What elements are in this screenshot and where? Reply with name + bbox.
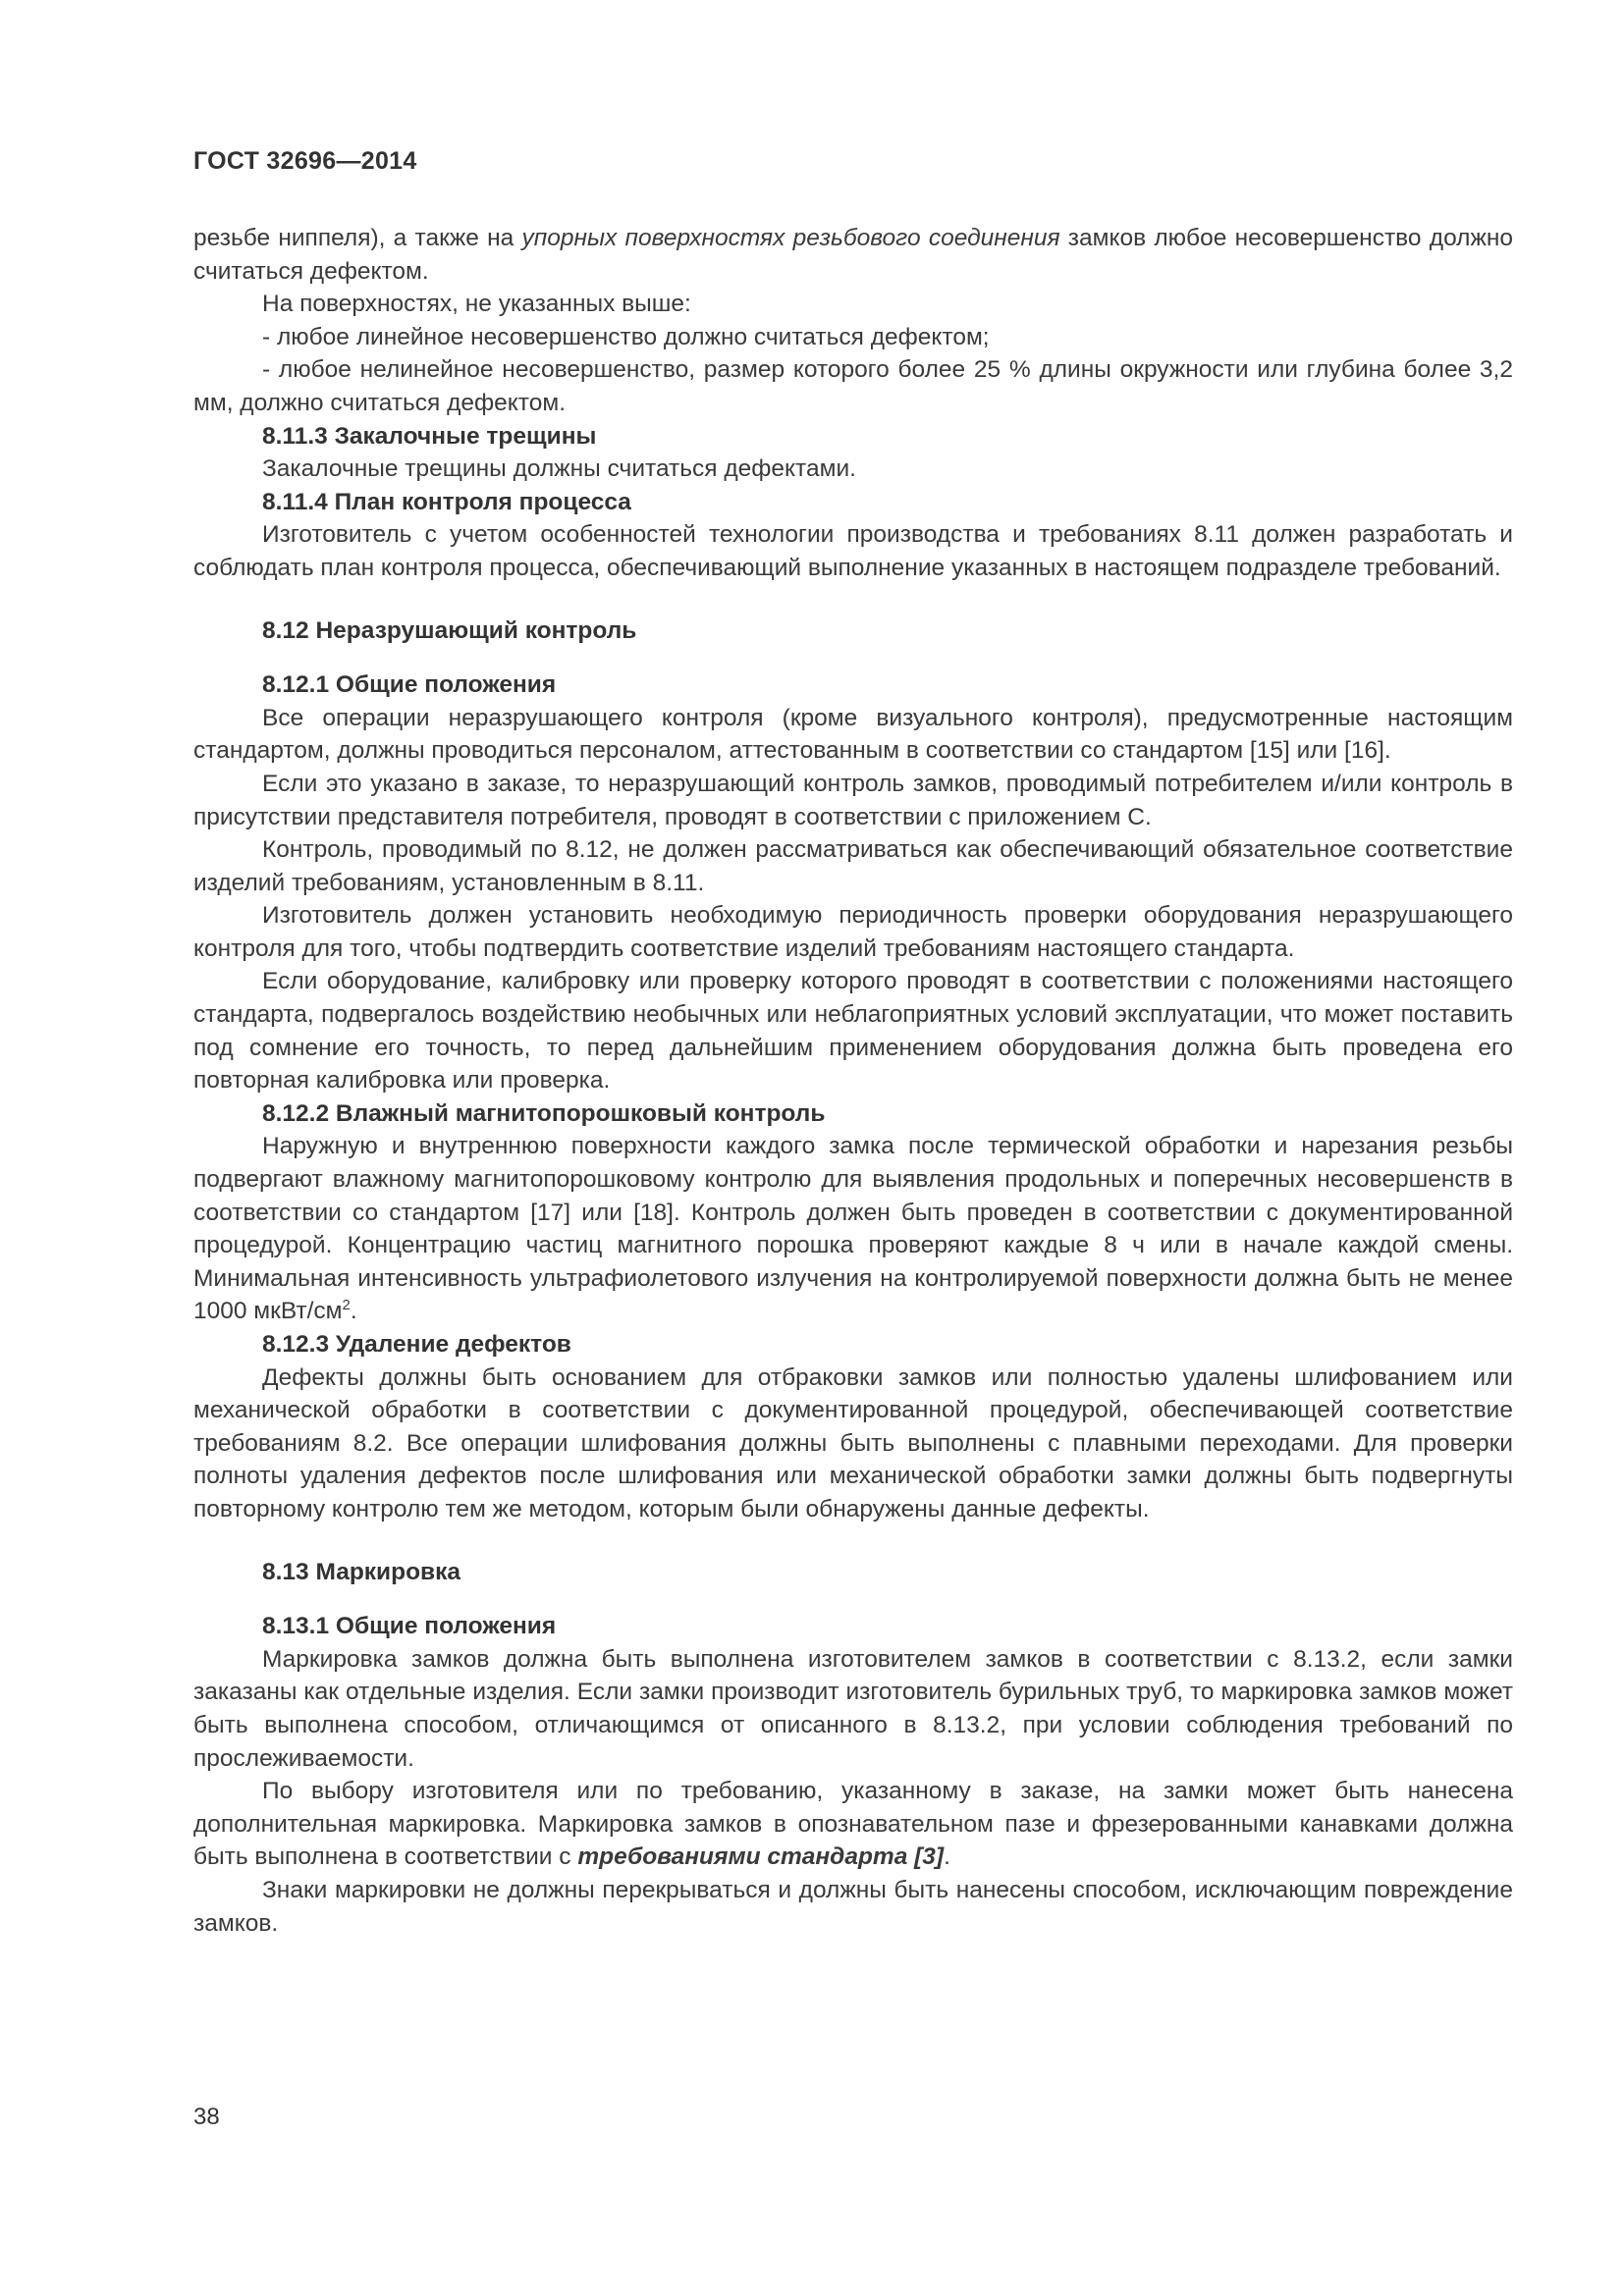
paragraph	[193, 1775, 1513, 1874]
paragraph: Изготовитель должен установить необходимую периодичность проверки оборудования неразрушающего контроля для того, чтобы подтвердить соответствие изделий требованиям настоящего стандарта.	[193, 902, 1513, 962]
text-run: .	[944, 1843, 950, 1871]
text-run: резьбе ниппеля), а также на	[193, 225, 522, 251]
list-item: - любое нелинейное несовершенство, размер которого более 25 % длины окружности или глубина более 3,2 мм, должно считаться дефектом.	[193, 356, 1513, 416]
text-run: .	[350, 1298, 357, 1325]
document-code-header: ГОСТ 32696—2014	[193, 147, 417, 175]
paragraph: Все операции неразрушающего контроля (кроме визуального контроля), предусмотренные настоящим стандартом, должны проводиться персоналом, аттестованным в соответствии со стандартом [15] или [16].	[193, 704, 1513, 765]
heading-8-13-1: 8.13.1 Общие положения	[262, 1613, 557, 1640]
heading-8-12-2: 8.12.2 Влажный магнитопорошковый контроль	[262, 1099, 826, 1127]
list-item: - любое линейное несовершенство должно считаться дефектом;	[262, 323, 990, 350]
section-heading-8-12: 8.12 Неразрушающий контроль	[262, 616, 637, 644]
paragraph: Маркировка замков должна быть выполнена изготовителем замков в соответствии с 8.13.2, если замки заказаны как отдельные изделия. Если замки производит изготовитель бурильных труб, то маркировка замков может быть выполнена способом, отличающимся от описанного в 8.13.2, при условии соблюдения требований по прослеживаемости.	[193, 1645, 1513, 1772]
text-run: Наружную и внутреннюю поверхности каждого замка после термической обработки и нарезания резьбы подвергают влажному магнитопорошковому контролю для выявления продольных и поперечных несовершенств в соответствии со стандартом [17] или [18]. Контроль должен быть проведен в соответствии с документированной процедурой. Концентрацию частиц магнитного порошка проверяют каждые 8 ч или в начале каждой смены. Минимальная интенсивность ультрафиолетового излучения на контролируемой поверхности должна быть не менее 1000 мкВт/см	[193, 1133, 1513, 1325]
text-run: замков любое несовершенство должно считаться дефектом.	[193, 225, 1513, 285]
section-heading-8-13: 8.13 Маркировка	[262, 1558, 460, 1585]
paragraph: Если это указано в заказе, то неразрушающий контроль замков, проводимый потребителем и/или контроль в присутствии представителя потребителя, проводят в соответствии с приложением С.	[193, 770, 1513, 830]
heading-8-11-4: 8.11.4 План контроля процесса	[262, 488, 631, 515]
paragraph: Изготовитель с учетом особенностей технологии производства и требованиях 8.11 должен разработать и соблюдать план контроля процесса, обеспечивающий выполнение указанных в настоящем подразделе требований.	[193, 521, 1513, 581]
paragraph: Дефекты должны быть основанием для отбраковки замков или полностью удалены шлифованием или механической обработки в соответствии с документированной процедурой, обеспечивающей соответствие требованиям 8.2. Все операции шлифования должны быть выполнены с плавными переходами. Для проверки полноты удаления дефектов после шлифования или механической обработки замки должны быть подвергнуты повторному контролю тем же методом, которым были обнаружены данные дефекты.	[193, 1363, 1513, 1522]
paragraph: Знаки маркировки не должны перекрываться и должны быть нанесены способом, исключающим повреждение замков.	[193, 1876, 1513, 1937]
paragraph: Если оборудование, калибровку или проверку которого проводят в соответствии с положениями настоящего стандарта, подвергалось воздействию необычных или неблагоприятных условий эксплуатации, что может поставить под сомнение его точность, то перед дальнейшим применением оборудования должна быть проведена его повторная калибровка или проверка.	[193, 968, 1513, 1095]
paragraph: Контроль, проводимый по 8.12, не должен рассматриваться как обеспечивающий обязательное соответствие изделий требованиям, установленным в 8.11.	[193, 836, 1513, 896]
page-number: 38	[193, 2104, 220, 2130]
text-run: По выбору изготовителя или по требованию, указанному в заказе, на замки может быть нанесена дополнительная маркировка. Маркировка замков в опознавательном пазе и фрезерованными канавками должна быть выполнена в соответствии с	[193, 1778, 1513, 1871]
document-body	[193, 222, 1513, 1940]
superscript: 2	[342, 1297, 351, 1314]
paragraph	[193, 1130, 1513, 1328]
paragraph: Закалочные трещины должны считаться дефектами.	[262, 455, 856, 483]
heading-8-12-3: 8.12.3 Удаление дефектов	[262, 1331, 571, 1358]
heading-8-12-1: 8.12.1 Общие положения	[262, 671, 557, 699]
italic-term: упорных поверхностях резьбового соединения	[521, 225, 1060, 251]
heading-8-11-3: 8.11.3 Закалочные трещины	[262, 422, 597, 450]
paragraph: На поверхностях, не указанных выше:	[262, 291, 691, 318]
paragraph	[193, 222, 1513, 288]
bold-italic-reference: требованиями стандарта [3]	[577, 1843, 945, 1871]
